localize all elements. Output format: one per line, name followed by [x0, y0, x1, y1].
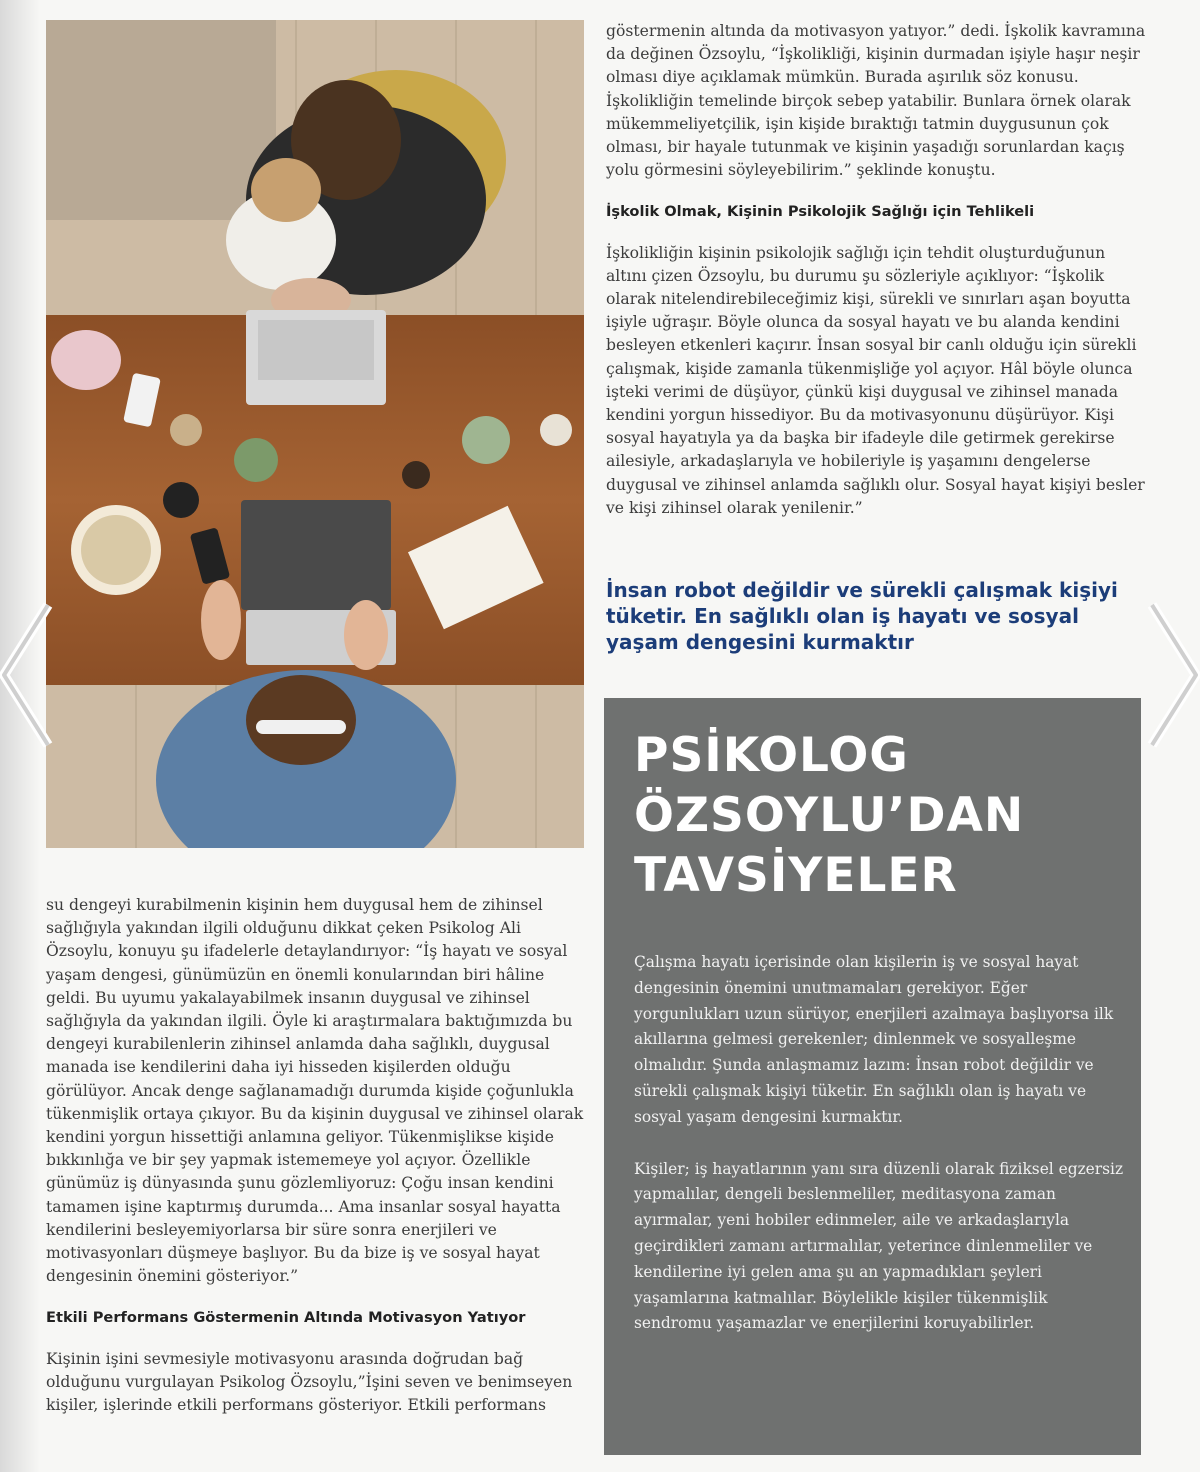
tips-body — [634, 950, 1124, 1363]
tips-paragraph-2: Kişiler; iş hayatlarının yanı sıra düzenli olarak fiziksel egzersiz yapmalılar, dengeli beslenmeliler, meditasyona zaman ayırmalar, yeni hobiler edinmeler, aile ve arkadaşlarıyla geçirdikleri zamanı artırmalılar, yeterince dinlenmeliler ve kendilerine iyi gelen ama şu an yapmadıkları şeyleri yaşamlarına katmalılar. Böylelikle kişiler tükenmişlik sendromu yaşamazlar ve enerjilerini koruyabilirler. — [634, 1159, 1124, 1333]
right-paragraph-1: göstermenin altında da motivasyon yatıyor.” dedi. İşkolik kavramına da değinen Özsoylu, “İşkolikliği, kişinin durmadan işiyle haşır neşir olması diye açıklamak mümkün. Burada aşırılık söz konusu. İşkolikliğin temelinde birçok sebep yatabilir. Bunlara örnek olarak mükemmeliyetçilik, işin kişide bıraktığı tatmin duygusunun çok olması, bir hayale tutunmak ve kişinin yaşadığı sorunlardan kaçış yolu görmesini söyleyebilirim.” şeklinde konuştu. — [606, 22, 1146, 180]
left-column-text — [46, 894, 586, 1435]
right-column-text — [606, 20, 1146, 538]
left-paragraph-2: Kişinin işini sevmesiyle motivasyonu arasında doğrudan bağ olduğunu vurgulayan Psikolog Özsoylu,”İşini seven ve benimseyen kişiler, işlerinde etkili performans gösteriyor. Etkili performans — [46, 1349, 573, 1415]
tips-title-line-3: TAVSİYELER — [634, 848, 958, 903]
next-page-arrow-icon[interactable] — [1144, 600, 1200, 750]
left-paragraph-1: su dengeyi kurabilmenin kişinin hem duygusal hem de zihinsel sağlığıyla yakından ilgili olduğunu dikkat çeken Psikolog Ali Özsoylu, konuyu şu ifadelerle detaylandırıyor: “İş hayatı ve sosyal yaşam dengesi, günümüzün en önemli konularından biri hâline geldi. Bu uyumu yakalayabilmek insanın duygusal ve zihinsel sağlığıyla da yakından ilgili. Öyle ki araştırmalara baktığımızda bu dengeyi kurabilenlerin zihinsel anlamda daha sağlıklı, duygusal manada ise kendilerini daha iyi hisseden kişilerden olduğu görülüyor. Ancak denge sağlanamadığı durumda kişide çoğunlukla tükenmişlik ortaya çıkıyor. Bu da kişinin duygusal ve zihinsel olarak kendini yorgun hissettiği anlamına geliyor. Tükenmişlikse kişide bıkkınlığa ve bir şey yapmak istememeye yol açıyor. Özellikle günümüz iş dünyasında şunu gözlemliyoruz: Çoğu insan kendini tamamen işine kaptırmış durumda... Ama insanlar sosyal hayatta kendilerini besleyemiyorlarsa bir süre sonra enerjileri ve motivasyonları düşmeye başlıyor. Bu da bize iş ve sosyal hayat dengesinin önemini gösteriyor.” — [46, 896, 584, 1286]
tips-box — [604, 698, 1141, 1455]
tips-paragraph-1: Çalışma hayatı içerisinde olan kişilerin iş ve sosyal hayat dengesinin önemini unutmamaları gerekiyor. Eğer yorgunlukları uzun sürüyor, enerjileri azalmaya başlıyorsa ilk akıllarına gelmesi gerekenler; dinlenmek ve sosyalleşme olmalıdır. Şunda anlaşmamız lazım: İnsan robot değildir ve sürekli çalışmak kişiyi tüketir. En sağlıklı olan iş hayatı ve sosyal yaşam dengesini kurmaktır. — [634, 953, 1114, 1126]
right-paragraph-2: İşkolikliğin kişinin psikolojik sağlığı için tehdit oluşturduğunun altını çizen Özsoylu, bu durumu şu sözleriyle açıklıyor: “İşkolik olarak nitelendirebileceğimiz kişi, sürekli ve sınırları aşan boyutta işiyle uğraşır. Böyle olunca da sosyal hayatı ve bu alanda kendini besleyen etkenleri kaçırır. İnsan sosyal bir canlı olduğu için sürekli çalışmak, kişide zamanla tükenmişliğe yol açıyor. Hâl böyle olunca işteki verimi de düşüyor, çünkü kişi duygusal ve zihinsel manada kendini yorgun hissediyor. Bu da motivasyonunu düşürüyor. Kişi sosyal hayatıyla ya da başka bir ifadeyle dile getirmek gerekirse ailesiyle, arkadaşlarıyla ve hobileriyle iş yaşamını dengelerse duygusal ve zihinsel anlamda sağlıklı olur. Sosyal hayat kişiyi besler ve kişi zihinsel olarak yenilenir.” — [606, 243, 1145, 517]
tips-title-line-2: ÖZSOYLU’DAN — [634, 788, 1025, 843]
tips-title-line-1: PSİKOLOG — [634, 728, 909, 783]
tips-title — [634, 726, 1124, 906]
right-subhead: İşkolik Olmak, Kişinin Psikolojik Sağlığı için Tehlikeli — [606, 203, 1035, 221]
previous-page-arrow-icon[interactable] — [0, 600, 56, 750]
left-subhead: Etkili Performans Göstermenin Altında Motivasyon Yatıyor — [46, 1309, 526, 1327]
pullquote: İnsan robot değildir ve sürekli çalışmak kişiyi tüketir. En sağlıklı olan iş hayatı ve sosyal yaşam dengesini kurmaktır — [606, 578, 1118, 654]
article-photo — [46, 20, 584, 848]
